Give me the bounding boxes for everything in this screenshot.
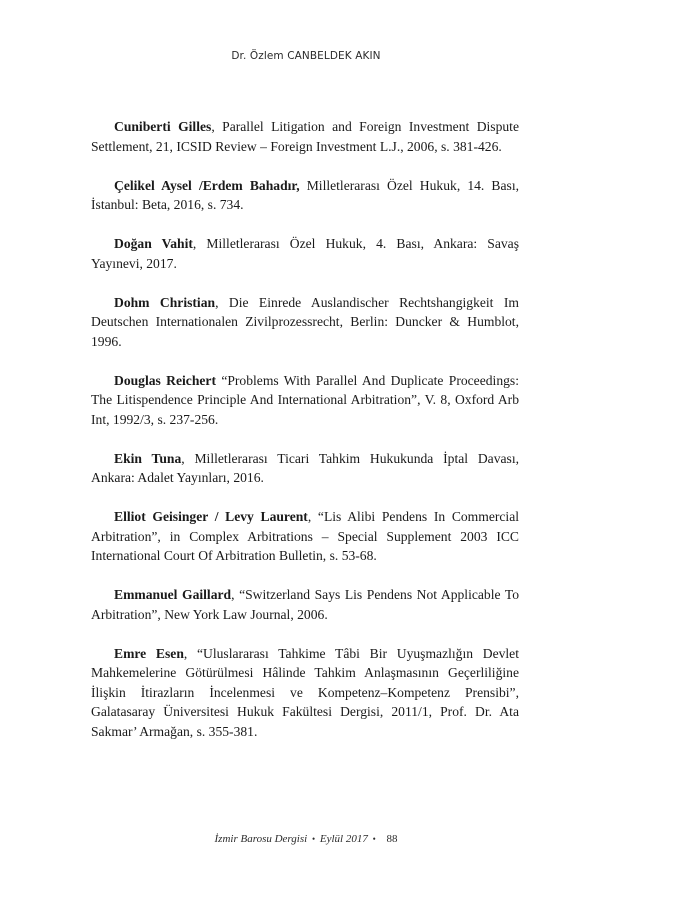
reference-author: Elliot Geisinger / Levy Laurent bbox=[114, 509, 308, 524]
footer-journal-name: İzmir Barosu Dergisi bbox=[214, 833, 308, 845]
reference-author: Emre Esen bbox=[114, 645, 184, 661]
page-footer bbox=[0, 833, 612, 845]
reference-entry bbox=[91, 507, 519, 566]
reference-text: , “Switzerland Says Lis Pendens Not Applicable To Arbitration”, New York Law Journal, 2006. bbox=[91, 587, 519, 622]
reference-entry bbox=[91, 585, 519, 624]
reference-text: , Milletlerarası Ticari Tahkim Hukukunda İptal Davası, Ankara: Adalet Yayınları, 2016. bbox=[91, 450, 519, 485]
reference-entry bbox=[91, 371, 519, 430]
reference-entry bbox=[91, 176, 519, 215]
reference-author: Doğan Vahit bbox=[114, 236, 193, 251]
footer-issue: Eylül 2017 bbox=[319, 833, 368, 845]
reference-text: , “Lis Alibi Pendens In Commercial Arbitration”, in Complex Arbitrations – Special Supplement 2003 ICC International Court Of Arbitration Bulletin, s. 53-68. bbox=[91, 509, 520, 563]
reference-text: Milletlerarası Özel Hukuk, 14. Bası, İstanbul: Beta, 2016, s. 734. bbox=[91, 177, 519, 212]
reference-author: Emmanuel Gaillard bbox=[114, 587, 232, 602]
footer-separator: • bbox=[372, 834, 376, 844]
reference-entry bbox=[91, 293, 519, 352]
reference-author: Çelikel Aysel /Erdem Bahadır, bbox=[114, 177, 300, 193]
reference-author: Ekin Tuna bbox=[114, 450, 182, 466]
reference-author: Cuniberti Gilles bbox=[114, 119, 212, 134]
page-number: 88 bbox=[386, 833, 398, 845]
reference-entry bbox=[91, 449, 519, 488]
reference-author: Dohm Christian bbox=[114, 294, 216, 310]
reference-entry bbox=[91, 234, 519, 273]
footer-separator: • bbox=[311, 834, 316, 844]
reference-entry bbox=[91, 644, 519, 742]
reference-entry bbox=[91, 117, 519, 156]
reference-text: , “Uluslararası Tahkime Tâbi Bir Uyuşmazlığın Devlet Mahkemelerine Götürülmesi Hâlinde Tahkim Anlaşmasının Geçerliliğine İlişkin İtirazların İncelenmesi ve Kompetenz–Kompetenz Prensibi”, Galatasaray Üniversitesi Hukuk Fakültesi Dergisi, 2011/1, Prof. Dr. Ata Sakmar’ Armağan, s. 355-381. bbox=[91, 645, 519, 739]
reference-text: , Die Einrede Auslandischer Rechtshangigkeit Im Deutschen Internationalen Zivilprozessrecht, Berlin: Duncker & Humblot, 1996. bbox=[91, 294, 519, 349]
reference-text: , Milletlerarası Özel Hukuk, 4. Bası, Ankara: Savaş Yayınevi, 2017. bbox=[91, 236, 520, 271]
running-head: Dr. Özlem CANBELDEK AKIN bbox=[231, 50, 381, 62]
reference-text: , Parallel Litigation and Foreign Investment Dispute Settlement, 21, ICSID Review – Foreign Investment L.J., 2006, s. 381-426. bbox=[91, 119, 519, 154]
reference-text: “Problems With Parallel And Duplicate Proceedings: The Litispendence Principle And International Arbitration”, V. 8, Oxford Arb Int, 1992/3, s. 237-256. bbox=[91, 372, 519, 427]
reference-author: Douglas Reichert bbox=[114, 372, 216, 388]
reference-list bbox=[91, 117, 519, 761]
